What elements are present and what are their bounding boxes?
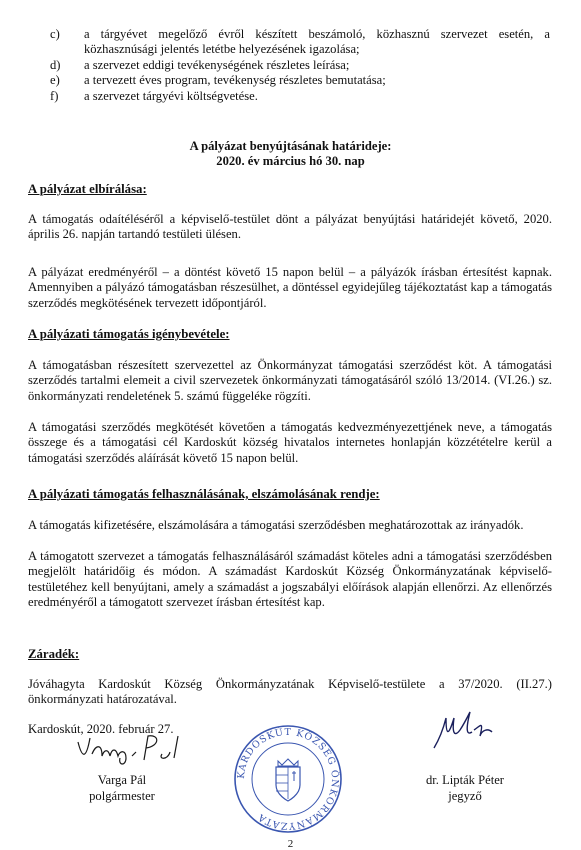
section-heading-claim: A pályázati támogatás igénybevétele: — [28, 327, 230, 341]
coat-of-arms-icon — [276, 759, 300, 801]
list-item — [50, 27, 550, 58]
signature-varga-pal — [74, 730, 184, 770]
deadline-title: A pályázat benyújtásának határideje: — [189, 139, 392, 153]
list-item-text: a szervezet eddigi tevékenységének részletes leírása; — [84, 57, 350, 72]
list-marker: e) — [50, 73, 60, 88]
claim-paragraph-1: A támogatásban részesített szervezettel az Önkormányzat támogatási szerződést köt. A támogatási szerződés tartalmi elemeit a civil szervezetek önkormányzati támogatásáról szóló 13/2014. (VI.26.) sz. önkormányzati rendeletének 5. számú függeléke rögzíti. — [28, 358, 552, 403]
section-heading-evaluation: A pályázat elbírálása: — [28, 182, 147, 196]
official-stamp — [232, 723, 344, 835]
section-heading-usage: A pályázati támogatás felhasználásának, elszámolásának rendje: — [28, 487, 380, 501]
signer-right-name: dr. Lipták Péter — [426, 773, 504, 787]
list-item — [50, 89, 550, 104]
list-item-text: a tervezett éves program, tevékenység részletes bemutatása; — [84, 73, 386, 88]
signer-left-title: polgármester — [89, 789, 155, 803]
list-item-text: a szervezet tárgyévi költségvetése. — [84, 88, 258, 103]
list-marker: d) — [50, 57, 61, 72]
usage-paragraph-2: A támogatott szervezet a támogatás felhasználásáról számadást köteles adni a támogatási szerződésben megjelölt határidőig és módon. A számadást Kardoskút Község Önkormányzatának képviselő-testületéhez kell benyújtani, amely a számadást a jogszabályi előírások alapján ellenőrzi. Az ellenőrzés eredményéről a támogatott szervezet írásban értesítést kap. — [28, 549, 552, 610]
list-marker: f) — [50, 88, 59, 103]
page-number: 2 — [287, 838, 294, 850]
signer-left — [62, 772, 182, 804]
requirements-list — [50, 27, 550, 104]
section-heading-clause: Záradék: — [28, 647, 80, 661]
list-item — [50, 58, 550, 73]
signer-left-name: Varga Pál — [97, 773, 147, 787]
deadline-block — [0, 139, 581, 170]
list-marker: c) — [50, 27, 60, 41]
signer-right — [390, 772, 540, 804]
evaluation-paragraph-2: A pályázat eredményéről – a döntést követő 15 napon belül – a pályázók írásban értesítést kapnak. Amennyiben a pályázó támogatásban részesülhet, a döntéssel egyidejűleg tájékoztatást kap a támogatás szerződés megkötésének tervezett időpontjáról. — [28, 265, 552, 310]
signature-liptak-peter — [430, 708, 510, 756]
claim-paragraph-2: A támogatási szerződés megkötését követően a támogatás kedvezményezettjének neve, a támogatás összege és a támogatási cél Kardoskút község hivatalos internetes honlapján közzétételre kerül a támogatási szerződés aláírását követő 15 napon belül. — [28, 420, 552, 465]
usage-paragraph-1: A támogatás kifizetésére, elszámolására a támogatási szerződésben meghatározottak az irányadók. — [28, 518, 524, 532]
list-item — [50, 73, 550, 88]
evaluation-paragraph-1: A támogatás odaítéléséről a képviselő-testület dönt a pályázat benyújtási határidejét követő, 2020. április 26. napján tartandó testületi ülésen. — [28, 212, 552, 242]
clause-paragraph: Jóváhagyta Kardoskút Község Önkormányzatának Képviselő-testülete a 37/2020. (II.27.) önkormányzati határozatával. — [28, 677, 552, 707]
deadline-date: 2020. év március hó 30. nap — [216, 154, 365, 169]
stamp-text: KARDOSKÚT KÖZSÉG ÖNKORMÁNYZATA — [235, 726, 341, 832]
signer-right-title: jegyző — [448, 789, 482, 803]
list-item-text: a tárgyévet megelőző évről készített beszámoló, közhasznú szervezet esetén, a közhasznúsági jelentés letétbe helyezésének igazolása; — [84, 27, 550, 57]
date-line: Kardoskút, 2020. február 27. — [28, 722, 174, 736]
